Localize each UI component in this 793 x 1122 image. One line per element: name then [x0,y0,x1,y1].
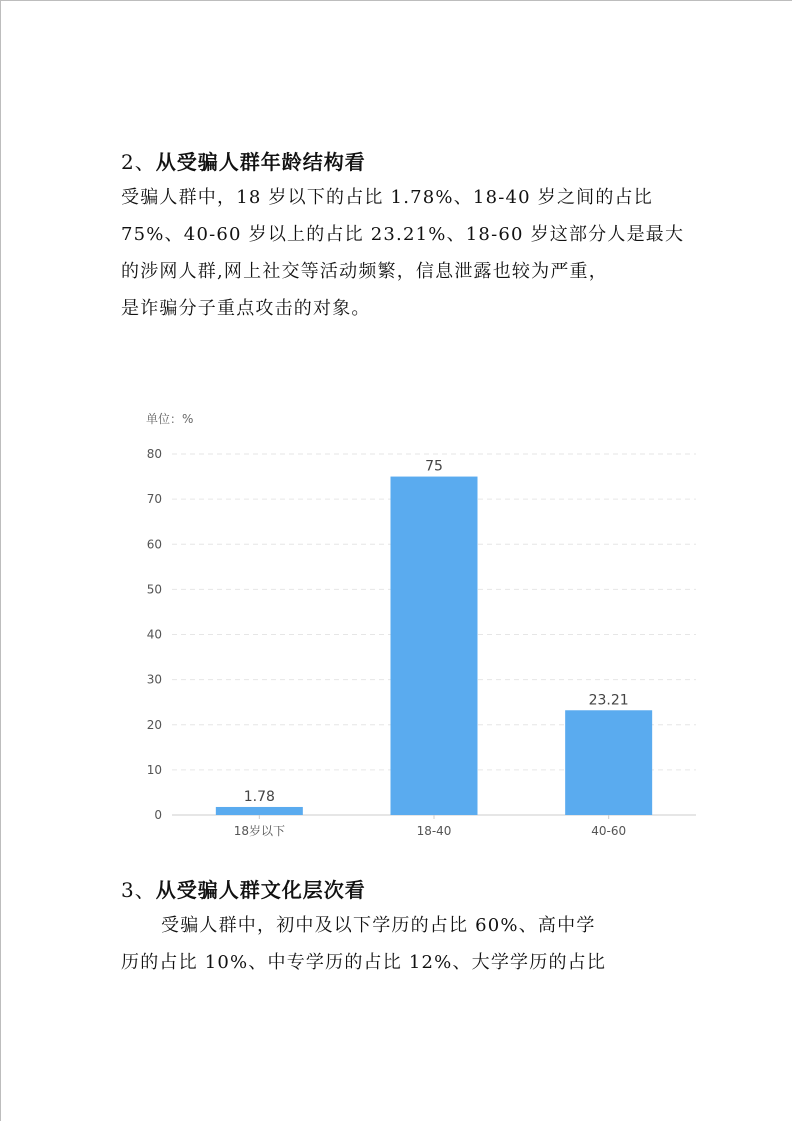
paragraph-line: 的涉网人群,网上社交等活动频繁，信息泄露也较为严重， [121,261,608,282]
y-tick-label: 60 [146,537,162,552]
x-tick-label: 40-60 [591,824,627,838]
section3-heading-text: 从受骗人群文化层次看 [155,878,366,902]
y-tick-label: 20 [146,717,162,732]
section3-heading [121,874,366,903]
section3-heading-number: 3、 [121,878,156,902]
paragraph-line: 75%、40-60 岁以上的占比 23.21%、18-60 岁这部分人是最大 [121,224,685,245]
bar-value-label: 1.78 [243,788,275,805]
y-tick-label: 0 [154,808,162,822]
section2-heading-text: 从受骗人群年龄结构看 [155,150,366,174]
x-tick-label: 18岁以下 [233,824,285,838]
bar [391,477,478,815]
bar [216,807,303,815]
bar-value-label: 75 [425,458,443,475]
bar-value-label: 23.21 [588,692,629,709]
section3-paragraph [121,911,681,985]
section2-heading-number: 2、 [121,150,156,174]
y-tick-label: 70 [146,492,162,507]
paragraph-line: 是诈骗分子重点攻击的对象。 [121,298,371,319]
y-tick-label: 40 [146,627,162,642]
bar [565,710,652,815]
y-tick-label: 80 [146,447,162,461]
chart-unit-label: 单位：% [146,412,194,426]
paragraph-line: 受骗人群中，初中及以下学历的占比 60%、高中学 [161,915,596,936]
y-tick-label: 30 [146,672,162,687]
x-tick-label: 18-40 [416,824,452,838]
paragraph-line: 受骗人群中，18 岁以下的占比 1.78%、18-40 岁之间的占比 [121,187,653,208]
y-tick-label: 50 [146,582,162,597]
paragraph-line: 历的占比 10%、中专学历的占比 12%、大学学历的占比 [121,952,607,973]
y-tick-label: 10 [146,762,162,777]
